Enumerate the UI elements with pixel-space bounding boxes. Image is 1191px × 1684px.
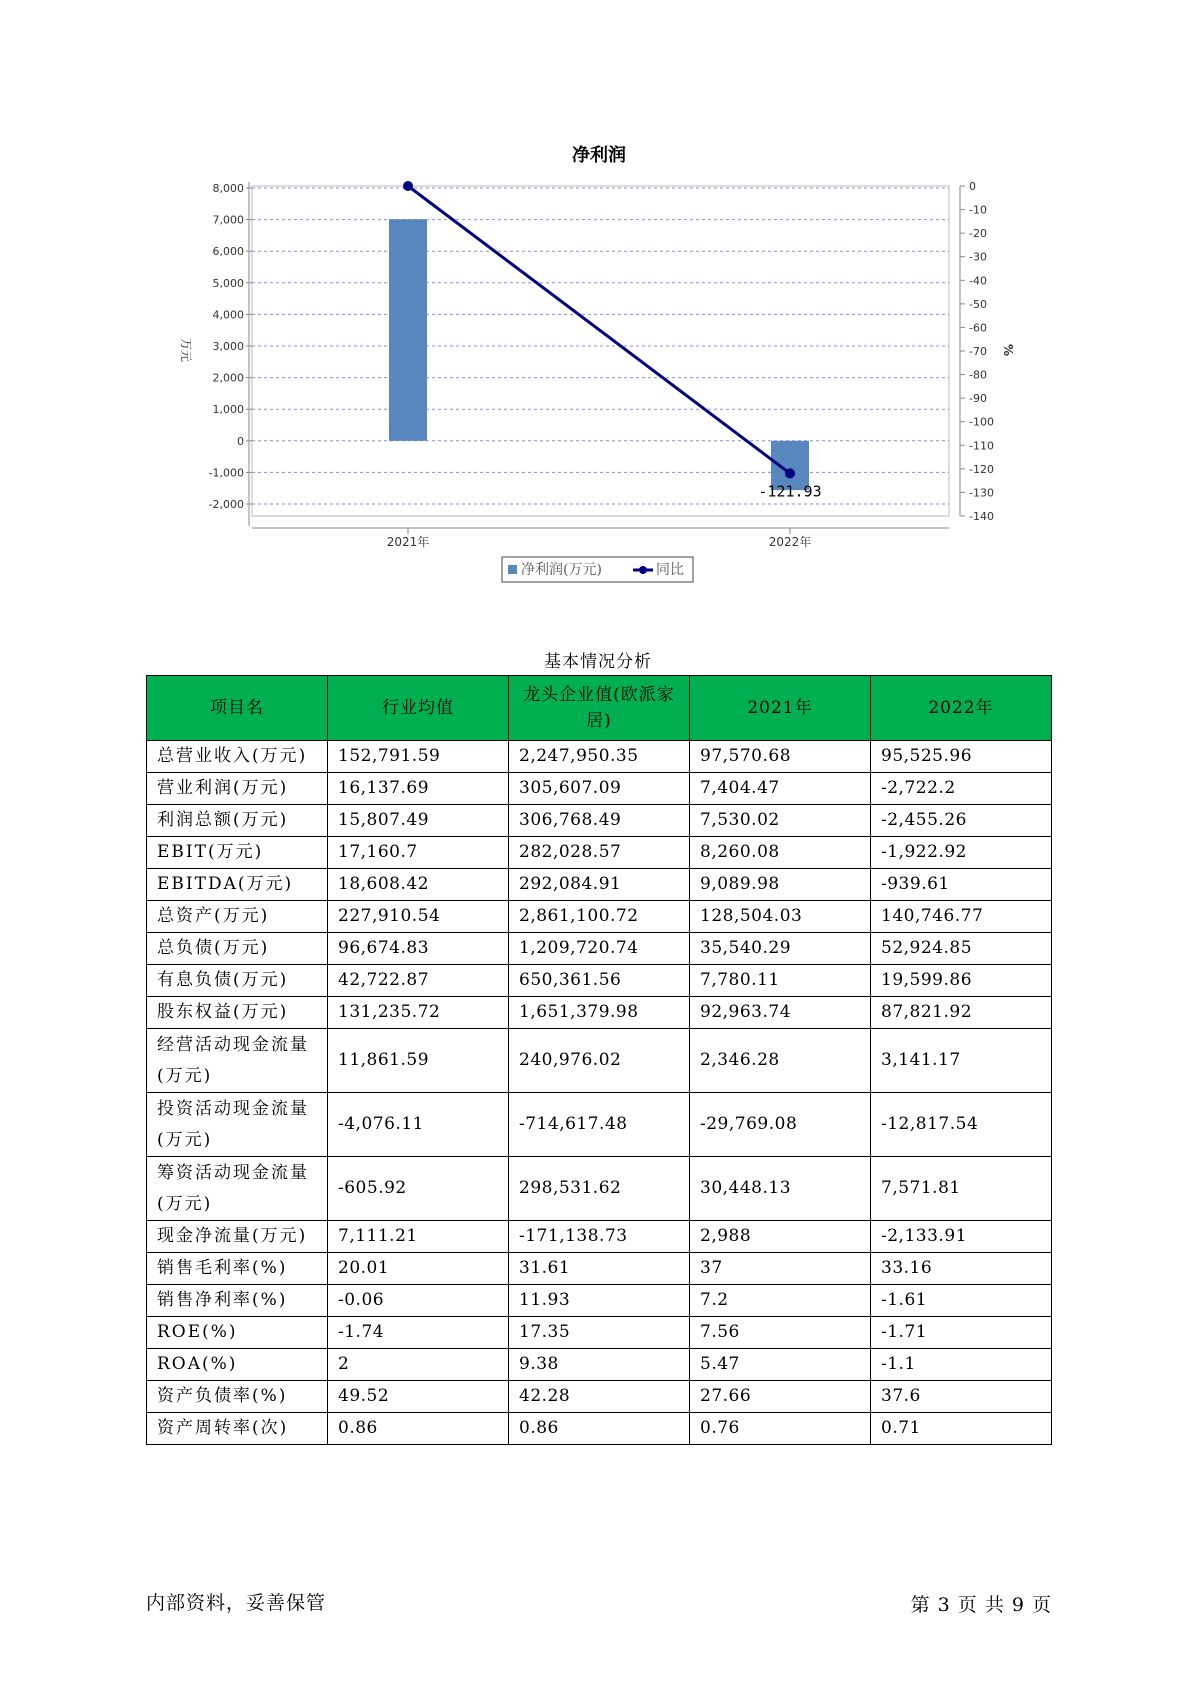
table-cell: 18,608.42 bbox=[328, 869, 509, 901]
header-industry-average: 行业均值 bbox=[328, 676, 509, 741]
table-cell: 2,247,950.35 bbox=[509, 741, 690, 773]
header-item-name: 项目名 bbox=[147, 676, 328, 741]
y-tick-label: 8,000 bbox=[212, 182, 244, 195]
table-row bbox=[147, 1221, 1052, 1253]
table-cell: -4,076.11 bbox=[328, 1093, 509, 1157]
table-cell: 131,235.72 bbox=[328, 997, 509, 1029]
table-row bbox=[147, 933, 1052, 965]
table-row bbox=[147, 901, 1052, 933]
header-2021: 2021年 bbox=[690, 676, 871, 741]
table-row bbox=[147, 1381, 1052, 1413]
y2-tick-label: -10 bbox=[969, 203, 987, 217]
row-label: ROA(%) bbox=[147, 1349, 328, 1381]
table-cell: 42.28 bbox=[509, 1381, 690, 1413]
table-cell: 7,111.21 bbox=[328, 1221, 509, 1253]
table-cell: 7,780.11 bbox=[690, 965, 871, 997]
x-tick-label: 2022年 bbox=[768, 535, 812, 549]
table-cell: 2,346.28 bbox=[690, 1029, 871, 1093]
table-cell: 27.66 bbox=[690, 1381, 871, 1413]
table-cell: 282,028.57 bbox=[509, 837, 690, 869]
table-cell: -1.74 bbox=[328, 1317, 509, 1349]
table-row bbox=[147, 773, 1052, 805]
table-body bbox=[147, 741, 1052, 1445]
table-row bbox=[147, 1093, 1052, 1157]
y-tick-label: 5,000 bbox=[212, 276, 244, 290]
row-label: 股东权益(万元) bbox=[147, 997, 328, 1029]
table-row bbox=[147, 1285, 1052, 1317]
table-cell: 152,791.59 bbox=[328, 741, 509, 773]
table-cell: 15,807.49 bbox=[328, 805, 509, 837]
row-label: 投资活动现金流量(万元) bbox=[147, 1093, 328, 1157]
table-cell: 33.16 bbox=[871, 1253, 1052, 1285]
table-cell: 95,525.96 bbox=[871, 741, 1052, 773]
row-label: 资产周转率(次) bbox=[147, 1413, 328, 1445]
table-row bbox=[147, 741, 1052, 773]
table-cell: 3,141.17 bbox=[871, 1029, 1052, 1093]
y2-tick-label: -60 bbox=[969, 321, 987, 335]
y2-tick-label: -110 bbox=[969, 439, 994, 453]
table-row bbox=[147, 1413, 1052, 1445]
table-cell: 7.2 bbox=[690, 1285, 871, 1317]
table-cell: -2,133.91 bbox=[871, 1221, 1052, 1253]
table-cell: 97,570.68 bbox=[690, 741, 871, 773]
point-yoy bbox=[403, 181, 413, 191]
row-label: EBITDA(万元) bbox=[147, 869, 328, 901]
table-cell: -1.1 bbox=[871, 1349, 1052, 1381]
row-label: 筹资活动现金流量(万元) bbox=[147, 1157, 328, 1221]
y2-tick-label: 0 bbox=[969, 180, 976, 193]
table-cell: 9.38 bbox=[509, 1349, 690, 1381]
table-cell: 49.52 bbox=[328, 1381, 509, 1413]
y-tick-label: 6,000 bbox=[212, 245, 244, 259]
table-cell: -605.92 bbox=[328, 1157, 509, 1221]
table-cell: 7,404.47 bbox=[690, 773, 871, 805]
footer-page-number: 第 3 页 共 9 页 bbox=[910, 1594, 1052, 1616]
legend-line-marker bbox=[639, 566, 647, 574]
table-cell: 8,260.08 bbox=[690, 837, 871, 869]
y2-axis-title: % bbox=[1001, 343, 1015, 357]
y-tick-label: 0 bbox=[237, 434, 244, 448]
header-2022: 2022年 bbox=[871, 676, 1052, 741]
table-cell: 0.86 bbox=[328, 1413, 509, 1445]
table-cell: -29,769.08 bbox=[690, 1093, 871, 1157]
y2-tick-label: -70 bbox=[969, 345, 987, 358]
table-cell: 92,963.74 bbox=[690, 997, 871, 1029]
y2-tick-label: -90 bbox=[969, 392, 987, 406]
table-cell: 20.01 bbox=[328, 1253, 509, 1285]
table-cell: 30,448.13 bbox=[690, 1157, 871, 1221]
table-cell: 19,599.86 bbox=[871, 965, 1052, 997]
table-cell: 0.76 bbox=[690, 1413, 871, 1445]
table-cell: 87,821.92 bbox=[871, 997, 1052, 1029]
table-cell: -1,922.92 bbox=[871, 837, 1052, 869]
y2-tick-label: -120 bbox=[969, 462, 994, 476]
table-header-row bbox=[147, 676, 1052, 741]
legend-bar-label: 净利润(万元) bbox=[521, 562, 602, 578]
table-cell: 650,361.56 bbox=[509, 965, 690, 997]
point-yoy bbox=[785, 468, 795, 478]
table-cell: 7.56 bbox=[690, 1317, 871, 1349]
table-row bbox=[147, 837, 1052, 869]
table-cell: 37.6 bbox=[871, 1381, 1052, 1413]
chart-title: 净利润 bbox=[572, 145, 626, 166]
table-row bbox=[147, 869, 1052, 901]
table-row bbox=[147, 965, 1052, 997]
y-tick-label: -2,000 bbox=[208, 498, 244, 511]
legend-line-label: 同比 bbox=[656, 562, 684, 578]
table-cell: 227,910.54 bbox=[328, 901, 509, 933]
table-cell: -2,455.26 bbox=[871, 805, 1052, 837]
bar-net-profit bbox=[389, 219, 427, 441]
y2-tick-label: -140 bbox=[969, 510, 994, 523]
table-cell: 7,530.02 bbox=[690, 805, 871, 837]
row-label: 资产负债率(%) bbox=[147, 1381, 328, 1413]
table-row bbox=[147, 1317, 1052, 1349]
table-cell: -171,138.73 bbox=[509, 1221, 690, 1253]
y-axis-title: 万元 bbox=[179, 337, 193, 363]
y-tick-label: -1,000 bbox=[208, 466, 244, 480]
y-tick-label: 3,000 bbox=[212, 340, 244, 353]
table-cell: 2,861,100.72 bbox=[509, 901, 690, 933]
row-label: 总资产(万元) bbox=[147, 901, 328, 933]
row-label: 有息负债(万元) bbox=[147, 965, 328, 997]
y2-tick-label: -20 bbox=[969, 227, 987, 241]
table-cell: 17.35 bbox=[509, 1317, 690, 1349]
table-cell: 35,540.29 bbox=[690, 933, 871, 965]
row-label: 销售净利率(%) bbox=[147, 1285, 328, 1317]
row-label: 营业利润(万元) bbox=[147, 773, 328, 805]
table-cell: 1,209,720.74 bbox=[509, 933, 690, 965]
table-cell: -1.61 bbox=[871, 1285, 1052, 1317]
x-tick-label: 2021年 bbox=[386, 535, 430, 549]
row-label: 总营业收入(万元) bbox=[147, 741, 328, 773]
plot-area bbox=[252, 186, 949, 516]
table-cell: 16,137.69 bbox=[328, 773, 509, 805]
legend-bar-swatch bbox=[508, 565, 517, 574]
y2-tick-label: -50 bbox=[969, 297, 987, 311]
table-cell: 96,674.83 bbox=[328, 933, 509, 965]
y2-tick-label: -130 bbox=[969, 486, 994, 500]
table-cell: -714,617.48 bbox=[509, 1093, 690, 1157]
data-label-yoy: -121.93 bbox=[758, 482, 822, 501]
y2-tick-label: -100 bbox=[969, 415, 994, 429]
table-cell: 31.61 bbox=[509, 1253, 690, 1285]
row-label: 现金净流量(万元) bbox=[147, 1221, 328, 1253]
table-cell: 5.47 bbox=[690, 1349, 871, 1381]
table-row bbox=[147, 1157, 1052, 1221]
row-label: EBIT(万元) bbox=[147, 837, 328, 869]
table-cell: 37 bbox=[690, 1253, 871, 1285]
table-cell: 17,160.7 bbox=[328, 837, 509, 869]
table-cell: 292,084.91 bbox=[509, 869, 690, 901]
y2-tick-label: -80 bbox=[969, 368, 987, 382]
net-profit-chart bbox=[0, 0, 1191, 620]
table-cell: -0.06 bbox=[328, 1285, 509, 1317]
table-row bbox=[147, 1029, 1052, 1093]
table-cell: 42,722.87 bbox=[328, 965, 509, 997]
table-cell: 2 bbox=[328, 1349, 509, 1381]
table-cell: 128,504.03 bbox=[690, 901, 871, 933]
table-cell: -12,817.54 bbox=[871, 1093, 1052, 1157]
table-cell: 0.71 bbox=[871, 1413, 1052, 1445]
row-label: 经营活动现金流量(万元) bbox=[147, 1029, 328, 1093]
table-row bbox=[147, 997, 1052, 1029]
table-row bbox=[147, 1253, 1052, 1285]
table-cell: 52,924.85 bbox=[871, 933, 1052, 965]
table-row bbox=[147, 1349, 1052, 1381]
table-cell: 305,607.09 bbox=[509, 773, 690, 805]
table-cell: 1,651,379.98 bbox=[509, 997, 690, 1029]
table-cell: 240,976.02 bbox=[509, 1029, 690, 1093]
basic-analysis-table bbox=[146, 675, 1052, 1445]
table-cell: 298,531.62 bbox=[509, 1157, 690, 1221]
footer-confidential-note: 内部资料，妥善保管 bbox=[146, 1592, 327, 1614]
table-cell: 306,768.49 bbox=[509, 805, 690, 837]
y-tick-label: 1,000 bbox=[212, 403, 244, 417]
table-cell: 11,861.59 bbox=[328, 1029, 509, 1093]
row-label: ROE(%) bbox=[147, 1317, 328, 1349]
table-cell: 2,988 bbox=[690, 1221, 871, 1253]
y-tick-label: 7,000 bbox=[212, 213, 244, 227]
row-label: 利润总额(万元) bbox=[147, 805, 328, 837]
y-tick-label: 4,000 bbox=[212, 308, 244, 322]
table-title: 基本情况分析 bbox=[544, 652, 652, 672]
table-cell: -2,722.2 bbox=[871, 773, 1052, 805]
y-tick-label: 2,000 bbox=[212, 371, 244, 385]
row-label: 总负债(万元) bbox=[147, 933, 328, 965]
table-cell: 9,089.98 bbox=[690, 869, 871, 901]
table-cell: 140,746.77 bbox=[871, 901, 1052, 933]
table-cell: 7,571.81 bbox=[871, 1157, 1052, 1221]
table-cell: -1.71 bbox=[871, 1317, 1052, 1349]
table-row bbox=[147, 805, 1052, 837]
table-cell: 0.86 bbox=[509, 1413, 690, 1445]
y2-tick-label: -40 bbox=[969, 274, 987, 288]
table-cell: -939.61 bbox=[871, 869, 1052, 901]
y2-tick-label: -30 bbox=[969, 250, 987, 264]
header-leader-value: 龙头企业值(欧派家居) bbox=[509, 676, 690, 741]
row-label: 销售毛利率(%) bbox=[147, 1253, 328, 1285]
table-cell: 11.93 bbox=[509, 1285, 690, 1317]
